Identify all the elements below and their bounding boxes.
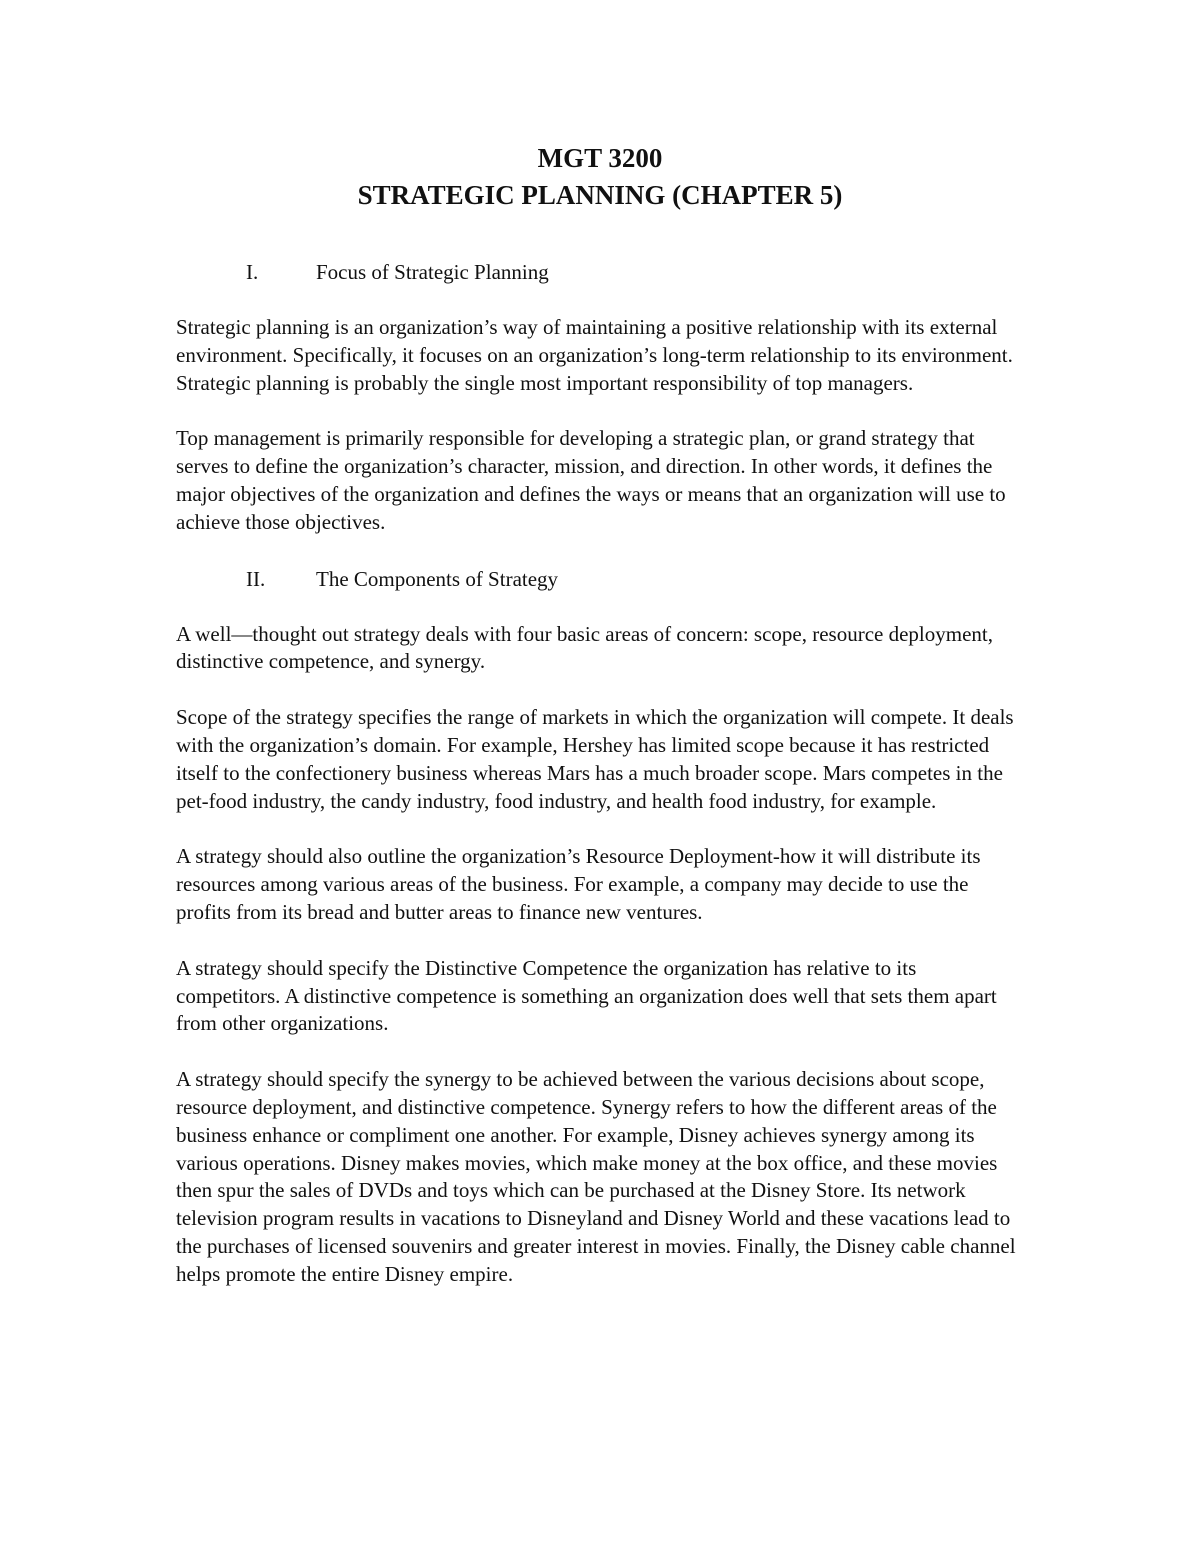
spacer	[176, 537, 1024, 565]
paragraph: Strategic planning is an organization’s way of maintaining a positive relationship with its external environment. Specifically, it focuses on an organization’s long-term relationship to its environment. Strategic planning is probably the single most important responsibility of top managers.	[176, 315, 1013, 395]
paragraph: Scope of the strategy specifies the range of markets in which the organization will compete. It deals with the organization’s domain. For example, Hershey has limited scope because it has restricted itself to the confectionery business whereas Mars has a much broader scope. Mars competes in the pet-food industry, the candy industry, food industry, and health food industry, for example.	[176, 705, 1014, 813]
section-number: I.	[246, 260, 259, 284]
spacer	[176, 286, 1024, 314]
spacer	[176, 214, 1024, 258]
section-title: Focus of Strategic Planning	[316, 260, 549, 284]
paragraph: Top management is primarily responsible for developing a strategic plan, or grand strategy that serves to define the organization’s character, mission, and direction. In other words, it defines the major objectives of the organization and defines the ways or means that an organization will use to achieve those objectives.	[176, 426, 1006, 534]
document-title: STRATEGIC PLANNING (CHAPTER 5)	[357, 180, 843, 210]
spacer	[176, 593, 1024, 621]
paragraph: A well—thought out strategy deals with four basic areas of concern: scope, resource deployment, distinctive competence, and synergy.	[176, 621, 994, 674]
paragraph: A strategy should specify the synergy to be achieved between the various decisions about scope, resource deployment, and distinctive competence. Synergy refers to how the different areas of the business enhance or compliment one another. For example, Disney achieves synergy among its various operations. Disney makes movies, which make money at the box office, and these movies then spur the sales of DVDs and toys which can be purchased at the Disney Store. Its network television program results in vacations to Disneyland and Disney World and these vacations lead to the purchases of licensed souvenirs and greater interest in movies. Finally, the Disney cable channel helps promote the entire Disney empire.	[176, 1067, 1016, 1286]
paragraph: A strategy should specify the Distinctive Competence the organization has relative to its competitors. A distinctive competence is something an organization does well that sets them apart from other organizations.	[176, 955, 997, 1036]
section-number: II.	[246, 566, 266, 591]
section-heading-1	[176, 258, 1024, 286]
spacer	[176, 927, 1024, 955]
spacer	[176, 815, 1024, 843]
spacer	[176, 676, 1024, 704]
paragraph: A strategy should also outline the organization’s Resource Deployment-how it will distribute its resources among various areas of the business. For example, a company may decide to use the profits from its bread and butter areas to finance new ventures.	[176, 844, 981, 924]
section-title: The Components of Strategy	[316, 566, 559, 591]
spacer	[176, 1038, 1024, 1066]
spacer	[176, 397, 1024, 425]
course-code: MGT 3200	[537, 143, 663, 173]
section-heading-2	[176, 565, 1024, 593]
